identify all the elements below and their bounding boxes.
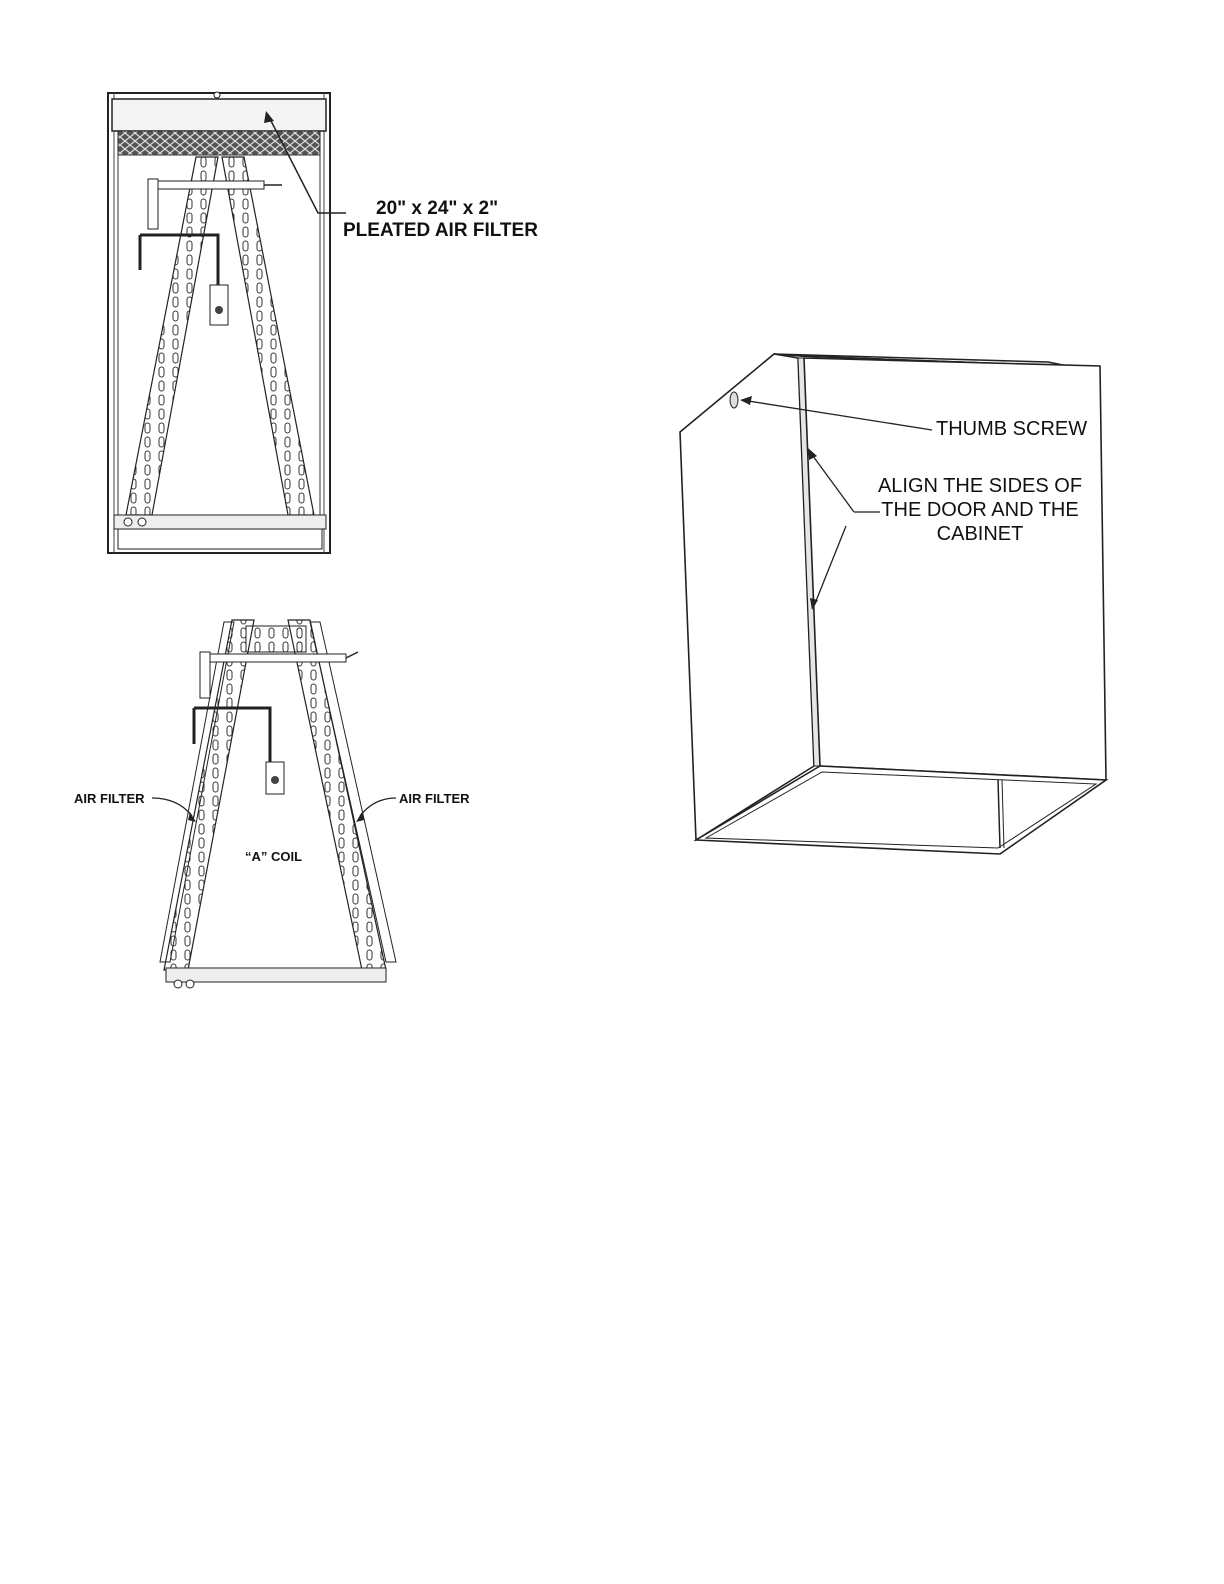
a-coil-label: “A” COIL (245, 849, 303, 864)
air-handler-filter-location-diagram (100, 85, 560, 560)
air-filter-right-label: AIR FILTER (399, 791, 470, 806)
filter-type-label: PLEATED AIR FILTER (343, 220, 538, 241)
thumb-screw-label: THUMB SCREW (936, 418, 1088, 440)
filter-size-label: 20" x 24" x 2" (376, 198, 499, 219)
align-door-cabinet-label: ALIGN THE SIDES OF THE DOOR AND THE CABINET (877, 475, 1083, 545)
air-handler-drawing (100, 85, 560, 560)
air-filter-left-label: AIR FILTER (74, 791, 145, 806)
